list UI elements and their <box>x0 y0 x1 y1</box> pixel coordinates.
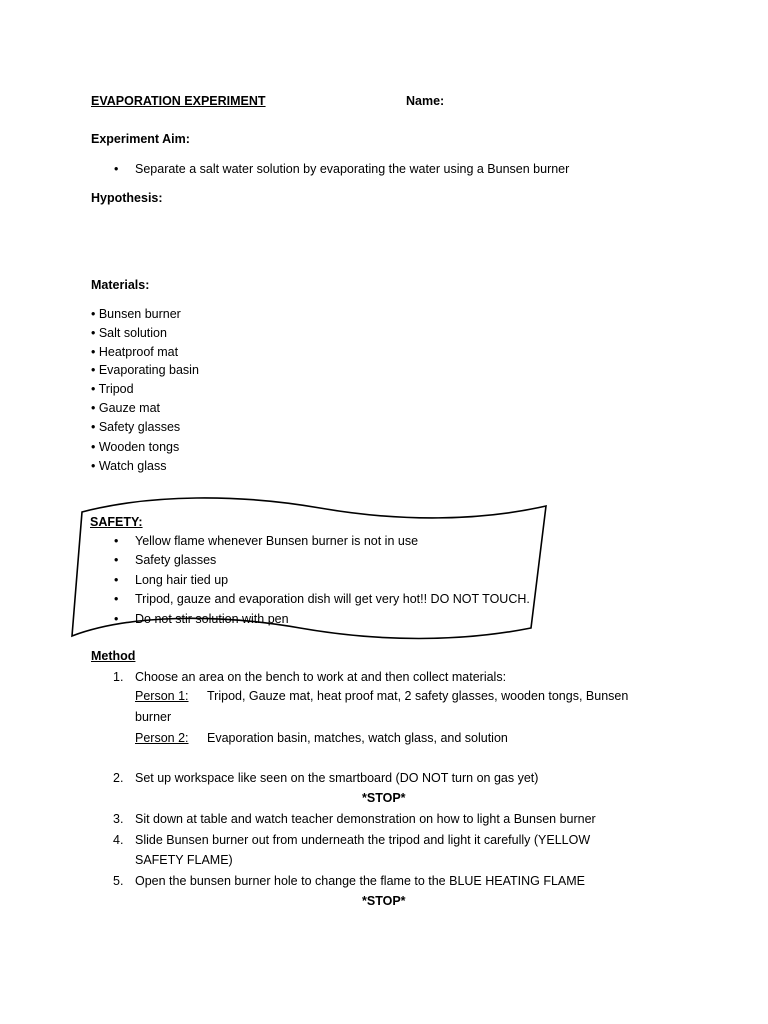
step-text: Choose an area on the bench to work at and then collect materials: <box>135 670 507 684</box>
material-item: • Bunsen burner <box>91 307 181 321</box>
safety-bullet: • <box>114 553 119 567</box>
hypothesis-heading: Hypothesis: <box>91 191 163 205</box>
material-item: • Heatproof mat <box>91 345 179 359</box>
material-item: • Safety glasses <box>91 420 181 434</box>
material-item: • Tripod <box>91 382 134 396</box>
material-item: • Watch glass <box>91 459 167 473</box>
person2-text: Evaporation basin, matches, watch glass, and solution <box>207 731 508 745</box>
person1-text-cont: burner <box>135 710 172 724</box>
safety-heading: SAFETY: <box>90 515 143 529</box>
safety-item: Do not stir solution with pen <box>135 612 289 626</box>
step-text: Open the bunsen burner hole to change the flame to the BLUE HEATING FLAME <box>135 874 586 888</box>
safety-bullet: • <box>114 612 119 626</box>
materials-heading: Materials: <box>91 278 150 292</box>
person1-text: Tripod, Gauze mat, heat proof mat, 2 safety glasses, wooden tongs, Bunsen <box>207 689 629 703</box>
safety-item: Tripod, gauze and evaporation dish will get very hot!! DO NOT TOUCH. <box>135 592 530 606</box>
safety-item: Yellow flame whenever Bunsen burner is not in use <box>135 534 419 548</box>
material-item: • Salt solution <box>91 326 167 340</box>
person1-label: Person 1: <box>135 689 189 703</box>
aim-bullet: • <box>114 162 119 176</box>
safety-item: Safety glasses <box>135 553 217 567</box>
step-text-cont: SAFETY FLAME) <box>135 853 233 867</box>
safety-bullet: • <box>114 534 119 548</box>
aim-item: Separate a salt water solution by evaporating the water using a Bunsen burner <box>135 162 570 176</box>
name-label: Name: <box>406 94 445 108</box>
material-item: • Gauze mat <box>91 401 160 415</box>
stop-label: *STOP* <box>362 791 406 805</box>
material-item: • Evaporating basin <box>91 363 199 377</box>
aim-heading: Experiment Aim: <box>91 132 190 146</box>
step-number: 1. <box>113 670 124 684</box>
step-number: 3. <box>113 812 124 826</box>
document-title: EVAPORATION EXPERIMENT <box>91 94 266 108</box>
stop-label: *STOP* <box>362 894 406 908</box>
step-number: 4. <box>113 833 124 847</box>
person2-label: Person 2: <box>135 731 189 745</box>
step-number: 5. <box>113 874 124 888</box>
safety-item: Long hair tied up <box>135 573 229 587</box>
material-item: • Wooden tongs <box>91 440 180 454</box>
step-number: 2. <box>113 771 124 785</box>
step-text: Slide Bunsen burner out from underneath the tripod and light it carefully (YELLOW <box>135 833 591 847</box>
step-text: Sit down at table and watch teacher demonstration on how to light a Bunsen burner <box>135 812 596 826</box>
safety-bullet: • <box>114 573 119 587</box>
step-text: Set up workspace like seen on the smartboard (DO NOT turn on gas yet) <box>135 771 539 785</box>
method-heading: Method <box>91 649 136 663</box>
safety-bullet: • <box>114 592 119 606</box>
